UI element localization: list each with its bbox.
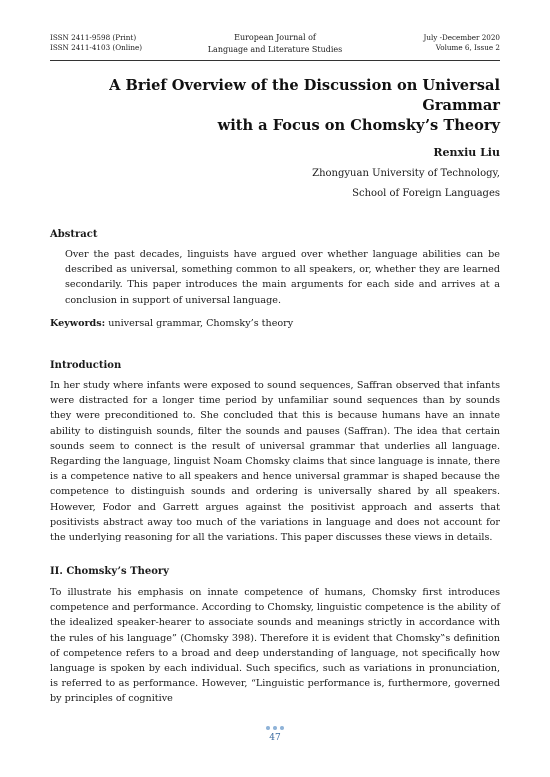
journal-line-1: European Journal of [234,33,316,42]
section-2-heading: II. Chomsky’s Theory [50,566,169,577]
author-name: Renxiu Liu [433,146,500,159]
introduction-heading: Introduction [50,360,122,371]
abstract-text: Over the past decades, linguists have argued over whether language abilities can be described as universal, something common to all speakers, or, whether they are learned secondarily. This paper introduces the main arguments for each side and arrives at a conclusion in support of universal language. [65,249,500,306]
header-divider [50,60,500,61]
keywords-text: universal grammar, Chomsky’s theory [108,318,294,329]
keywords-label: Keywords: [50,318,106,329]
paper-title [70,76,500,136]
title-line-1: A Brief Overview of the Discussion on Universal Grammar [109,77,500,114]
journal-line-2: Language and Literature Studies [207,45,343,54]
affiliation-university: Zhongyuan University of Technology, [312,168,500,179]
issue-date: July -December 2020 [423,33,500,42]
issue-volume: Volume 6, Issue 2 [435,43,500,52]
keywords [50,318,293,329]
abstract-heading: Abstract [50,229,98,240]
footer-dots-ornament [0,726,550,730]
section-2-text: To illustrate his emphasis on innate competence of humans, Chomsky first introduces competence and performance. According to Chomsky, linguistic competence is the ability of the idealized speaker-hearer to associate sounds and meanings strictly in accordance with the rules of his language” (Chomsky 398). Therefore it is evident that Chomsky‟s definition of competence refers to a broad and deep understanding of language, not specifically how language is spoken by each individual. Such specifics, such as variations in pronunciation, is referred to as performance. However, “Linguistic performance is, furthermore, governed by principles of cognitive [50,587,500,705]
affiliation-school: School of Foreign Languages [352,188,500,199]
page-footer [0,726,550,743]
issn-online: ISSN 2411-4103 (Online) [50,43,143,52]
title-line-2: with a Focus on Chomsky’s Theory [217,117,500,134]
issue-info [423,33,500,53]
page-number: 47 [269,733,281,743]
issn-print: ISSN 2411-9598 (Print) [50,33,137,42]
introduction-text: In her study where infants were exposed to sound sequences, Saffran observed that infants were distracted for a longer time period by unfamiliar sound sequences than by sounds they were preconditioned to. She concluded that this is because humans have an innate ability to distinguish sounds, filter the sounds and pauses (Saffran). The idea that certain sounds seem to connect is the result of universal grammar that underlies all language. Regarding the language, linguist Noam Chomsky claims that since language is innate, there is a competence native to all speakers and hence universal grammar is shaped because the competence to distinguish sounds and ordering is universally shared by all speakers. However, Fodor and Garrett argues against the positivist approach and asserts that positivists abstract away too much of the variations in language and does not account for the underlying reasoning for all the variations. This paper discusses these views in details. [50,380,500,544]
running-header [50,30,500,60]
